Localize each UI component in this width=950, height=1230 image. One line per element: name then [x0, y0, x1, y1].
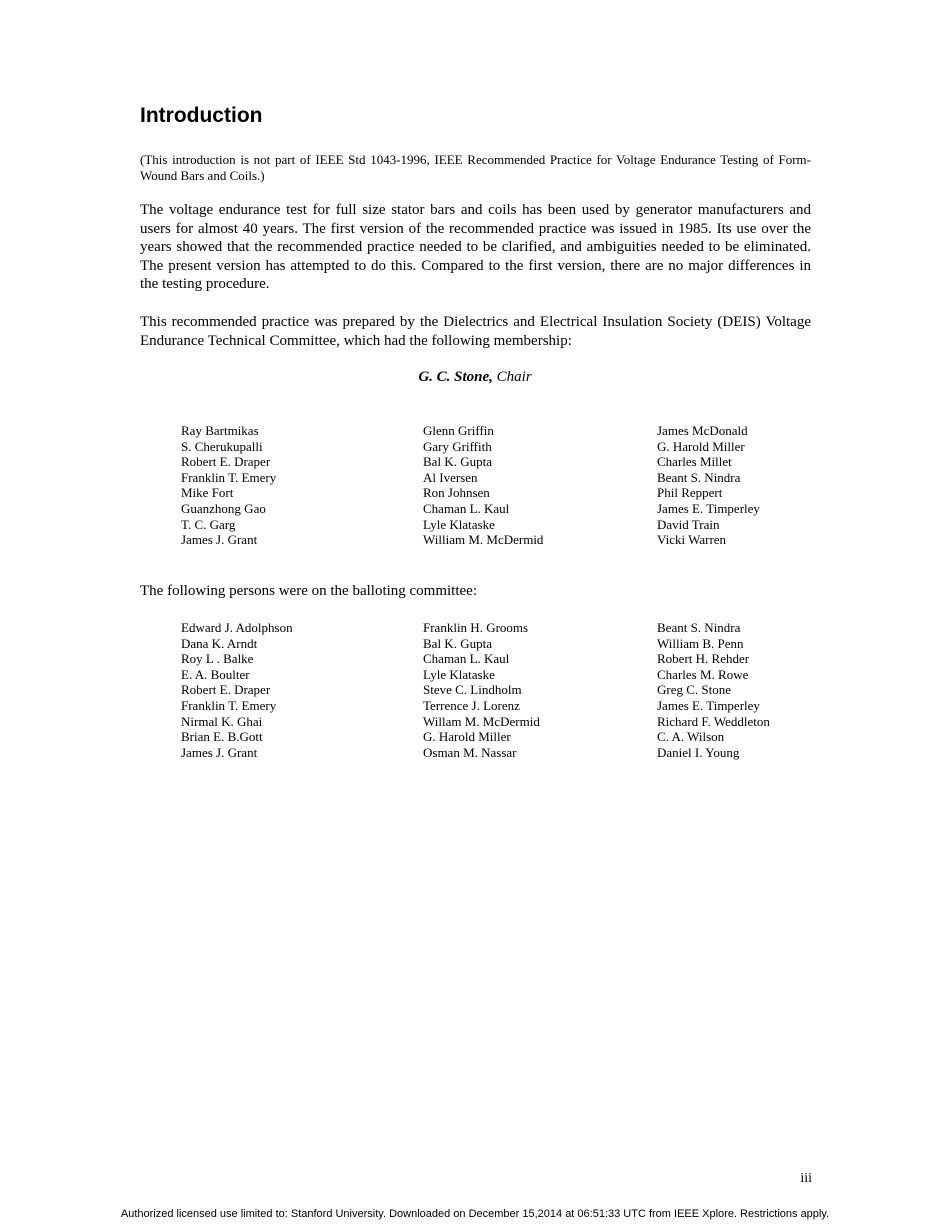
committee-member-name: James J. Grant — [181, 532, 258, 548]
license-footer: Authorized licensed use limited to: Stanford University. Downloaded on December 15,2014 at 06:51:33 UTC from IEEE Xplore. Restrictions apply. — [120, 1208, 830, 1220]
ballot-column-2 — [423, 620, 540, 760]
committee-member-name: Glenn Griffin — [423, 423, 494, 438]
committee-member-name: Edward J. Adolphson — [181, 620, 293, 635]
committee-member-name: Phil Reppert — [657, 485, 723, 501]
committee-member-name: Greg C. Stone — [657, 682, 732, 698]
committee-chair — [0, 369, 950, 386]
committee-member-name: Robert H. Rehder — [657, 651, 750, 667]
intro-paragraph-committee: This recommended practice was prepared by the Dielectrics and Electrical Insulation Society (DEIS) Voltage Endurance Technical Committee, which had the following membership: — [140, 314, 811, 349]
committee-member-name: Daniel I. Young — [657, 744, 740, 760]
intro-paragraph-history: The voltage endurance test for full size stator bars and coils has been used by generator manufacturers and users for almost 40 years. The first version of the recommended practice was issued in 1985. Its use over the years showed that the recommended practice needed to be clarified, and ambiguities needed to be eliminated. The present version has attempted to do this. Compared to the first version, there are no major differences in the testing procedure. — [140, 202, 811, 293]
committee-member-name: William M. McDermid — [423, 532, 544, 548]
committee-member-name: Nirmal K. Ghai — [181, 713, 263, 729]
committee-member-name: Brian E. B.Gott — [181, 729, 263, 745]
committee-member-name: Beant S. Nindra — [657, 620, 741, 635]
page-number: iii — [800, 1171, 812, 1186]
committee-member-name: Robert E. Draper — [181, 454, 271, 470]
committee-member-name: Charles M. Rowe — [657, 666, 749, 682]
committee-member-name: Al Iversen — [423, 469, 478, 485]
committee-member-name: Ron Johnsen — [423, 485, 490, 501]
committee-member-name: Vicki Warren — [657, 532, 727, 548]
committee-member-name: Bal K. Gupta — [423, 454, 492, 470]
committee-member-name: James J. Grant — [181, 744, 258, 760]
committee-member-name: G. Harold Miller — [657, 438, 745, 454]
committee-member-name: Franklin T. Emery — [181, 469, 277, 485]
ballot-column-3 — [657, 620, 770, 760]
membership-column-2 — [423, 423, 543, 548]
committee-member-name: S. Cherukupalli — [181, 438, 263, 454]
committee-member-name: William B. Penn — [657, 635, 744, 651]
committee-member-name: Roy L . Balke — [181, 651, 254, 667]
committee-member-name: Robert E. Draper — [181, 682, 271, 698]
committee-member-name: Ray Bartmikas — [181, 423, 259, 438]
committee-member-name: James E. Timperley — [657, 697, 760, 713]
committee-member-name: Chaman L. Kaul — [423, 651, 510, 667]
chair-name: G. C. Stone, — [418, 369, 493, 385]
committee-member-name: Terrence J. Lorenz — [423, 697, 520, 713]
committee-member-name: Chaman L. Kaul — [423, 500, 510, 516]
committee-member-name: Charles Millet — [657, 454, 732, 470]
membership-column-3 — [657, 423, 760, 548]
committee-member-name: Beant S. Nindra — [657, 469, 741, 485]
committee-member-name: Steve C. Lindholm — [423, 682, 522, 698]
committee-member-name: G. Harold Miller — [423, 729, 511, 745]
committee-member-name: Richard F. Weddleton — [657, 713, 770, 729]
committee-member-name: Willam M. McDermid — [423, 713, 540, 729]
committee-member-name: Franklin T. Emery — [181, 697, 277, 713]
committee-member-name: Lyle Klataske — [423, 666, 495, 682]
committee-member-name: Mike Fort — [181, 485, 234, 501]
committee-member-name: Guanzhong Gao — [181, 500, 266, 516]
committee-member-name: Gary Griffith — [423, 438, 492, 454]
committee-member-name: C. A. Wilson — [657, 729, 725, 745]
introduction-note: (This introduction is not part of IEEE Std 1043-1996, IEEE Recommended Practice for Voltage Endurance Testing of Form-Wound Bars and Coils.) — [140, 152, 811, 183]
committee-member-name: T. C. Garg — [181, 516, 236, 532]
committee-member-name: Bal K. Gupta — [423, 635, 492, 651]
committee-member-name: Lyle Klataske — [423, 516, 495, 532]
committee-member-name: David Train — [657, 516, 720, 532]
committee-member-name: E. A. Boulter — [181, 666, 250, 682]
committee-member-name: Franklin H. Grooms — [423, 620, 529, 635]
committee-member-name: Osman M. Nassar — [423, 744, 517, 760]
committee-member-name: James E. Timperley — [657, 500, 760, 516]
ballot-column-1 — [181, 620, 293, 760]
membership-column-1 — [181, 423, 276, 548]
chair-role: Chair — [496, 369, 532, 385]
page-title: Introduction — [140, 104, 263, 127]
committee-member-name: James McDonald — [657, 423, 748, 438]
balloting-committee-intro: The following persons were on the balloting committee: — [140, 583, 478, 599]
committee-member-name: Dana K. Arndt — [181, 635, 258, 651]
